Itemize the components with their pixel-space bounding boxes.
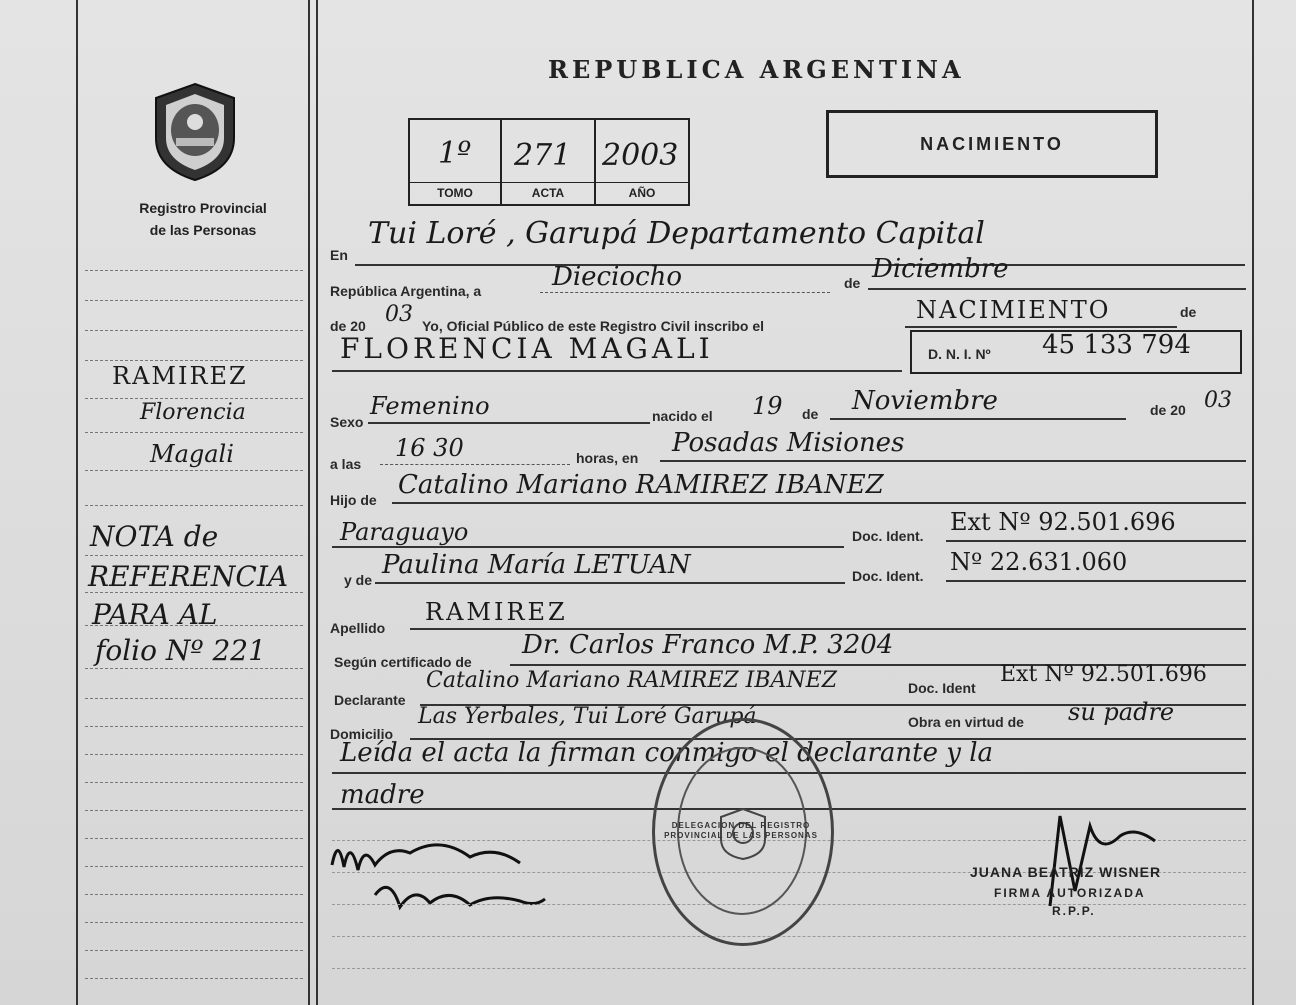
field-apellido: RAMIREZ [425, 598, 568, 626]
label-de-1: de [844, 275, 861, 291]
field-certificado: Dr. Carlos Franco M.P. 3204 [522, 630, 894, 660]
label-horas-en: horas, en [576, 450, 639, 466]
margin-rule [85, 555, 303, 556]
field-sexo: Femenino [370, 392, 490, 420]
label-dni: D. N. I. Nº [928, 346, 991, 362]
field-leida-1: Leída el acta la firman conmigo el declarante y la [340, 738, 994, 768]
margin-rule [85, 922, 303, 923]
label-obra: Obra en virtud de [908, 714, 1024, 730]
underline [868, 288, 1246, 290]
margin-rule [85, 754, 303, 755]
official-seal [652, 718, 834, 946]
underline [355, 264, 1245, 266]
margin-divider-line-a [308, 0, 310, 1005]
margin-rule [85, 950, 303, 951]
margin-rule [85, 360, 303, 361]
underline [830, 418, 1126, 420]
registry-name-line2: de las Personas [149, 222, 257, 238]
label-de-20: de 20 [1150, 402, 1186, 418]
dni-box [910, 330, 1242, 374]
field-leida-2: madre [340, 780, 425, 810]
underline [946, 580, 1246, 582]
margin-rule [85, 810, 303, 811]
ano-value: 2003 [602, 138, 679, 173]
margin-rule [85, 668, 303, 669]
record-box [408, 118, 690, 206]
field-padre: Catalino Mariano RAMIREZ IBANEZ [398, 470, 884, 500]
field-dia: Dieciocho [552, 262, 683, 292]
margin-rule [85, 698, 303, 699]
country-title: REPUBLICA ARGENTINA [548, 55, 965, 84]
field-lugar: Tui Loré , Garupá Departamento Capital [368, 216, 985, 251]
official-stamp-name: JUANA BEATRIZ WISNER [970, 864, 1162, 880]
field-nac-ano: 03 [1204, 388, 1232, 413]
label-doc-ident-3: Doc. Ident [908, 680, 976, 696]
margin-rule [85, 470, 303, 471]
underline [540, 292, 830, 293]
field-dni: 45 133 794 [1042, 330, 1191, 360]
field-lugar-nac: Posadas Misiones [672, 428, 905, 458]
field-mes: Diciembre [872, 254, 1009, 284]
margin-rule [85, 726, 303, 727]
underline [332, 370, 902, 372]
label-domicilio: Domicilio [330, 726, 394, 742]
margin-rule [85, 398, 303, 399]
tomo-label: TOMO [410, 182, 500, 200]
label-sexo: Sexo [330, 414, 364, 430]
field-padre-nac: Paraguayo [340, 518, 469, 546]
label-hijo-de: Hijo de [330, 492, 377, 508]
margin-rule [85, 505, 303, 506]
right-border-line [1252, 0, 1254, 1005]
field-padre-doc: Ext Nº 92.501.696 [950, 508, 1176, 536]
label-declarante: Declarante [334, 692, 406, 708]
margin-note-1: NOTA de [90, 520, 219, 553]
margin-surname: RAMIREZ [112, 362, 248, 390]
acta-label: ACTA [502, 182, 594, 200]
label-en: En [330, 247, 348, 263]
label-apellido: Apellido [330, 620, 386, 636]
field-madre-doc: Nº 22.631.060 [950, 548, 1128, 576]
ano-cell [596, 120, 688, 204]
tomo-value: 1º [438, 136, 472, 171]
margin-note-2: REFERENCIA [88, 560, 289, 593]
margin-name-2: Magali [150, 440, 234, 468]
blank-rule [332, 936, 1246, 937]
registry-name-line1: Registro Provincial [139, 200, 267, 216]
left-border-line [76, 0, 78, 1005]
margin-rule [85, 894, 303, 895]
label-doc-ident-2: Doc. Ident. [852, 568, 924, 584]
official-stamp-office: R.P.P. [1052, 904, 1096, 918]
margin-rule [85, 866, 303, 867]
label-yo-oficial: Yo, Oficial Público de este Registro Civil inscribo el [422, 318, 765, 334]
field-ano-suffix: 03 [385, 302, 413, 327]
act-type-label: NACIMIENTO [920, 133, 1064, 154]
underline [380, 464, 570, 465]
label-nacido-el: nacido el [652, 408, 713, 424]
underline [660, 460, 1246, 462]
field-nac-dia: 19 [752, 392, 783, 420]
field-declarante-doc: Ext Nº 92.501.696 [1000, 662, 1207, 687]
margin-rule [85, 300, 303, 301]
acta-cell [502, 120, 596, 204]
margin-rule [85, 270, 303, 271]
field-obra: su padre [1068, 698, 1175, 726]
field-nombre: FLORENCIA MAGALI [340, 332, 714, 365]
blank-rule [332, 968, 1246, 969]
acta-value: 271 [514, 138, 572, 173]
margin-rule [85, 978, 303, 979]
official-stamp-role: FIRMA AUTORIZADA [994, 886, 1146, 900]
underline [332, 546, 844, 548]
margin-name-1: Florencia [140, 400, 246, 425]
field-declarante: Catalino Mariano RAMIREZ IBANEZ [426, 668, 838, 693]
field-hora: 16 30 [395, 434, 464, 462]
margin-rule [85, 432, 303, 433]
label-a-las: a las [330, 456, 362, 472]
act-type-box [826, 110, 1158, 178]
margin-signature [320, 815, 560, 925]
tomo-cell [410, 120, 502, 204]
label-de-2: de [1180, 304, 1197, 320]
margin-note-3: PARA AL [92, 598, 218, 631]
label-republica: República Argentina, a [330, 283, 482, 299]
label-doc-ident-1: Doc. Ident. [852, 528, 924, 544]
field-nac-mes: Noviembre [852, 386, 998, 416]
coat-of-arms-emblem [150, 80, 240, 184]
label-y-de: y de [344, 572, 373, 588]
field-acto: NACIMIENTO [916, 296, 1111, 324]
label-de-ano: de 20 [330, 318, 366, 334]
margin-note-4: folio Nº 221 [95, 634, 266, 667]
margin-rule [85, 782, 303, 783]
underline [392, 502, 1246, 504]
underline [368, 422, 650, 424]
seal-text: DELEGACION DEL REGISTRO PROVINCIAL DE LAS PERSONAS [664, 821, 818, 840]
field-madre: Paulina María LETUAN [382, 550, 691, 580]
underline [905, 326, 1177, 328]
margin-rule [85, 838, 303, 839]
label-de-3: de [802, 406, 819, 422]
label-segun: Según certificado de [334, 654, 472, 670]
ano-label: AÑO [596, 182, 688, 200]
underline [375, 582, 845, 584]
margin-rule [85, 330, 303, 331]
field-domicilio: Las Yerbales, Tui Loré Garupá [418, 704, 757, 729]
underline [946, 540, 1246, 542]
margin-divider-line-b [316, 0, 318, 1005]
